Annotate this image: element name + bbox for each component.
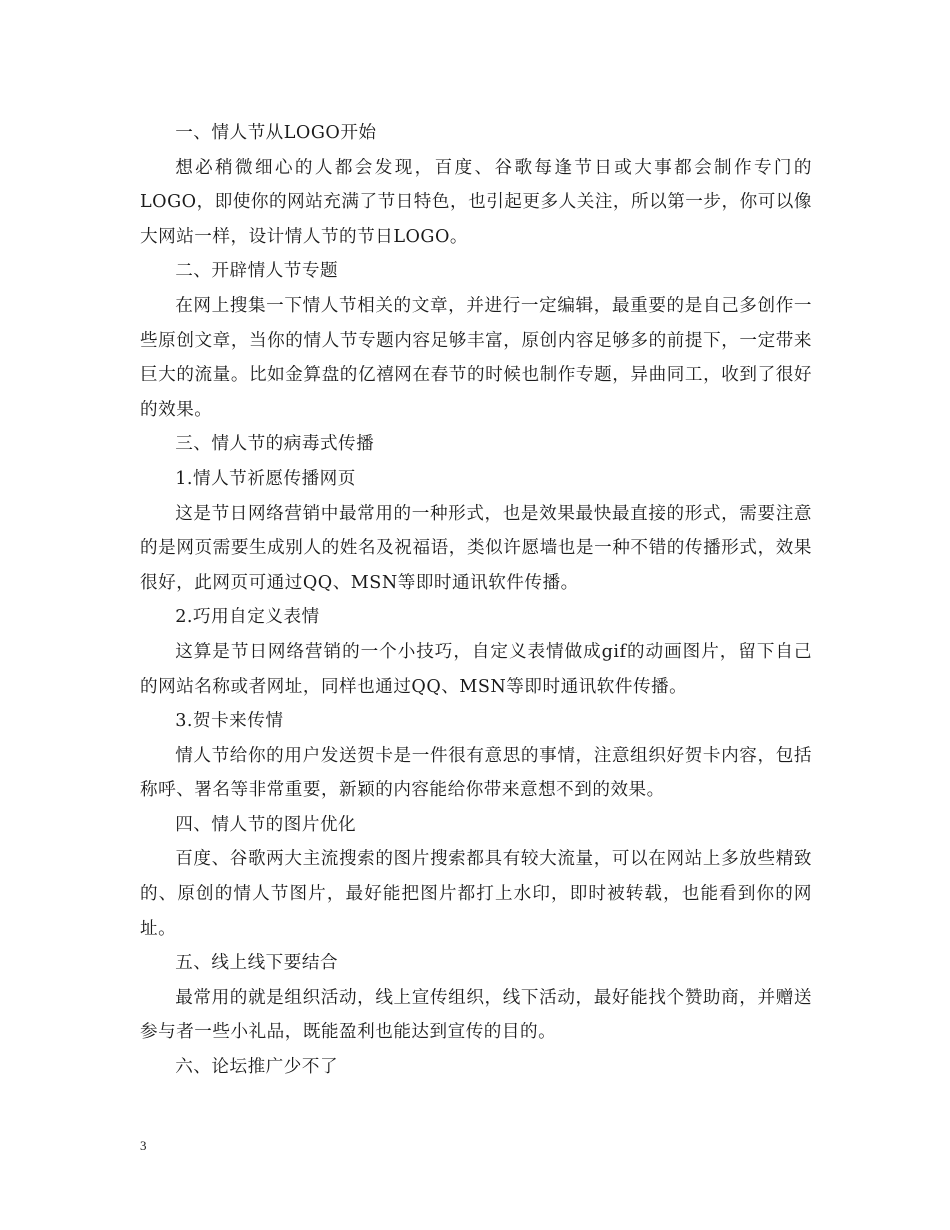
body-paragraph: 最常用的就是组织活动，线上宣传组织，线下活动，最好能找个赞助商，并赠送参与者一些小礼品，既能盈利也能达到宣传的目的。 — [140, 987, 812, 1043]
section-heading-image-optimization: 四、情人节的图片优化 — [175, 814, 357, 835]
section-heading-online-offline: 五、线上线下要结合 — [175, 953, 339, 974]
subheading-wish-page: 1.情人节祈愿传播网页 — [175, 468, 356, 489]
body-paragraph: 这是节日网络营销中最常用的一种形式，也是效果最快最直接的形式，需要注意的是网页需要生成别人的姓名及祝福语，类似许愿墙也是一种不错的传播形式，效果很好，此网页可通过QQ、MSN等即时通讯软件传播。 — [140, 503, 812, 593]
section-heading-logo: 一、情人节从LOGO开始 — [175, 123, 377, 143]
subheading-custom-emoticons: 2.巧用自定义表情 — [175, 607, 320, 628]
page-number: 3 — [140, 1138, 147, 1153]
body-paragraph: 百度、谷歌两大主流搜索的图片搜索都具有较大流量，可以在网站上多放些精致的、原创的情人节图片，最好能把图片都打上水印，即时被转载，也能看到你的网址。 — [140, 849, 812, 939]
document-body — [140, 116, 812, 1085]
body-paragraph: 情人节给你的用户发送贺卡是一件很有意思的事情，注意组织好贺卡内容，包括称呼、署名等非常重要，新颖的内容能给你带来意想不到的效果。 — [140, 745, 812, 801]
body-paragraph: 想必稍微细心的人都会发现，百度、谷歌每逢节日或大事都会制作专门的LOGO，即使你的网站充满了节日特色，也引起更多人关注，所以第一步，你可以像大网站一样，设计情人节的节日LOGO。 — [140, 157, 812, 247]
subheading-greeting-cards: 3.贺卡来传情 — [175, 711, 284, 732]
body-paragraph: 这算是节日网络营销的一个小技巧，自定义表情做成gif的动画图片，留下自己的网站名称或者网址，同样也通过QQ、MSN等即时通讯软件传播。 — [140, 641, 812, 697]
section-heading-topic: 二、开辟情人节专题 — [175, 261, 339, 282]
section-heading-viral: 三、情人节的病毒式传播 — [175, 434, 375, 455]
body-paragraph: 在网上搜集一下情人节相关的文章，并进行一定编辑，最重要的是自己多创作一些原创文章，当你的情人节专题内容足够丰富，原创内容足够多的前提下，一定带来巨大的流量。比如金算盘的亿禧网在春节的时候也制作专题，异曲同工，收到了很好的效果。 — [140, 295, 812, 420]
section-heading-forum: 六、论坛推广少不了 — [175, 1057, 339, 1078]
